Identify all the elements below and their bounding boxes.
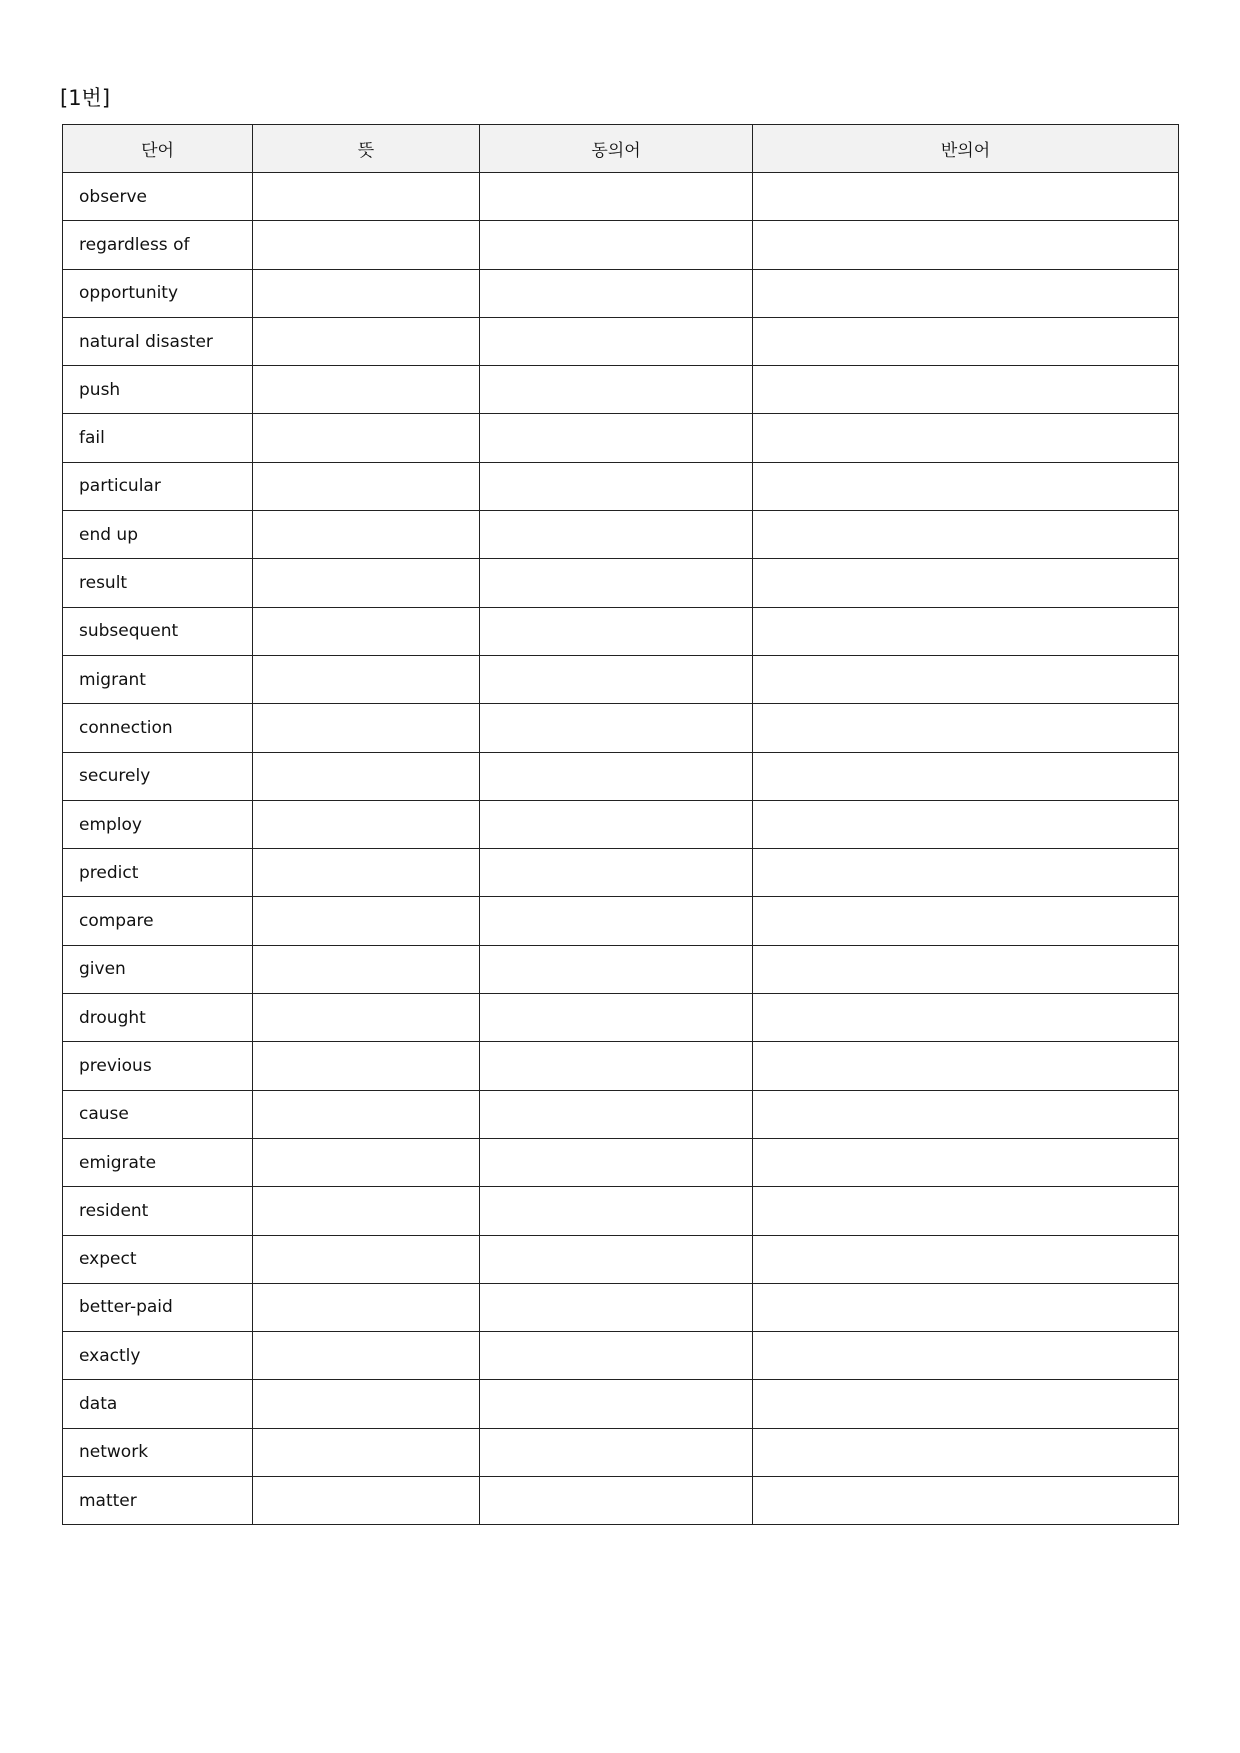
table-row — [63, 1187, 1179, 1235]
word-cell: drought — [63, 994, 253, 1042]
meaning-cell[interactable] — [253, 511, 480, 559]
table-row — [63, 800, 1179, 848]
word-cell: previous — [63, 1042, 253, 1090]
antonym-cell[interactable] — [753, 1042, 1179, 1090]
antonym-cell[interactable] — [753, 1187, 1179, 1235]
table-row — [63, 1332, 1179, 1380]
meaning-cell[interactable] — [253, 994, 480, 1042]
table-row — [63, 897, 1179, 945]
synonym-cell[interactable] — [480, 1332, 753, 1380]
word-cell: opportunity — [63, 269, 253, 317]
synonym-cell[interactable] — [480, 752, 753, 800]
synonym-cell[interactable] — [480, 559, 753, 607]
antonym-cell[interactable] — [753, 897, 1179, 945]
synonym-cell[interactable] — [480, 1235, 753, 1283]
antonym-cell[interactable] — [753, 752, 1179, 800]
synonym-cell[interactable] — [480, 1042, 753, 1090]
word-cell: natural disaster — [63, 317, 253, 365]
antonym-cell[interactable] — [753, 1090, 1179, 1138]
table-row — [63, 173, 1179, 221]
meaning-cell[interactable] — [253, 1235, 480, 1283]
antonym-cell[interactable] — [753, 269, 1179, 317]
word-cell: network — [63, 1428, 253, 1476]
synonym-cell[interactable] — [480, 607, 753, 655]
meaning-cell[interactable] — [253, 559, 480, 607]
meaning-cell[interactable] — [253, 1283, 480, 1331]
word-cell: subsequent — [63, 607, 253, 655]
antonym-cell[interactable] — [753, 173, 1179, 221]
table-row — [63, 414, 1179, 462]
word-cell: employ — [63, 800, 253, 848]
antonym-cell[interactable] — [753, 655, 1179, 703]
antonym-cell[interactable] — [753, 945, 1179, 993]
antonym-cell[interactable] — [753, 1235, 1179, 1283]
table-row — [63, 704, 1179, 752]
header-meaning: 뜻 — [253, 125, 480, 173]
word-cell: observe — [63, 173, 253, 221]
word-cell: better-paid — [63, 1283, 253, 1331]
meaning-cell[interactable] — [253, 269, 480, 317]
antonym-cell[interactable] — [753, 800, 1179, 848]
antonym-cell[interactable] — [753, 1380, 1179, 1428]
table-row — [63, 607, 1179, 655]
synonym-cell[interactable] — [480, 1428, 753, 1476]
table-row — [63, 1090, 1179, 1138]
meaning-cell[interactable] — [253, 221, 480, 269]
meaning-cell[interactable] — [253, 317, 480, 365]
synonym-cell[interactable] — [480, 945, 753, 993]
synonym-cell[interactable] — [480, 1187, 753, 1235]
header-word: 단어 — [63, 125, 253, 173]
synonym-cell[interactable] — [480, 1283, 753, 1331]
antonym-cell[interactable] — [753, 1138, 1179, 1186]
table-row — [63, 1428, 1179, 1476]
synonym-cell[interactable] — [480, 366, 753, 414]
synonym-cell[interactable] — [480, 317, 753, 365]
meaning-cell[interactable] — [253, 655, 480, 703]
table-row — [63, 462, 1179, 510]
antonym-cell[interactable] — [753, 317, 1179, 365]
meaning-cell[interactable] — [253, 173, 480, 221]
synonym-cell[interactable] — [480, 1380, 753, 1428]
table-row — [63, 1477, 1179, 1525]
meaning-cell[interactable] — [253, 1138, 480, 1186]
meaning-cell[interactable] — [253, 704, 480, 752]
synonym-cell[interactable] — [480, 655, 753, 703]
table-row — [63, 945, 1179, 993]
synonym-cell[interactable] — [480, 414, 753, 462]
antonym-cell[interactable] — [753, 994, 1179, 1042]
table-header-row — [63, 125, 1179, 173]
antonym-cell[interactable] — [753, 559, 1179, 607]
word-cell: exactly — [63, 1332, 253, 1380]
word-cell: connection — [63, 704, 253, 752]
synonym-cell[interactable] — [480, 511, 753, 559]
word-cell: regardless of — [63, 221, 253, 269]
header-synonym: 동의어 — [480, 125, 753, 173]
meaning-cell[interactable] — [253, 800, 480, 848]
word-cell: given — [63, 945, 253, 993]
word-cell: push — [63, 366, 253, 414]
synonym-cell[interactable] — [480, 849, 753, 897]
table-row — [63, 994, 1179, 1042]
antonym-cell[interactable] — [753, 221, 1179, 269]
word-cell: data — [63, 1380, 253, 1428]
synonym-cell[interactable] — [480, 897, 753, 945]
word-cell: compare — [63, 897, 253, 945]
meaning-cell[interactable] — [253, 752, 480, 800]
synonym-cell[interactable] — [480, 704, 753, 752]
meaning-cell[interactable] — [253, 607, 480, 655]
meaning-cell[interactable] — [253, 1042, 480, 1090]
meaning-cell[interactable] — [253, 1090, 480, 1138]
table-row — [63, 752, 1179, 800]
word-cell: particular — [63, 462, 253, 510]
table-row — [63, 1235, 1179, 1283]
word-cell: cause — [63, 1090, 253, 1138]
word-cell: securely — [63, 752, 253, 800]
table-row — [63, 655, 1179, 703]
synonym-cell[interactable] — [480, 1090, 753, 1138]
table-row — [63, 1042, 1179, 1090]
antonym-cell[interactable] — [753, 414, 1179, 462]
word-cell: resident — [63, 1187, 253, 1235]
antonym-cell[interactable] — [753, 366, 1179, 414]
table-body — [63, 173, 1179, 1525]
word-cell: predict — [63, 849, 253, 897]
word-cell: emigrate — [63, 1138, 253, 1186]
table-row — [63, 1380, 1179, 1428]
table-row — [63, 366, 1179, 414]
synonym-cell[interactable] — [480, 462, 753, 510]
meaning-cell[interactable] — [253, 1380, 480, 1428]
antonym-cell[interactable] — [753, 1428, 1179, 1476]
antonym-cell[interactable] — [753, 1477, 1179, 1525]
meaning-cell[interactable] — [253, 1428, 480, 1476]
synonym-cell[interactable] — [480, 800, 753, 848]
antonym-cell[interactable] — [753, 1283, 1179, 1331]
table-row — [63, 559, 1179, 607]
antonym-cell[interactable] — [753, 704, 1179, 752]
synonym-cell[interactable] — [480, 221, 753, 269]
meaning-cell[interactable] — [253, 1332, 480, 1380]
word-cell: result — [63, 559, 253, 607]
word-cell: migrant — [63, 655, 253, 703]
meaning-cell[interactable] — [253, 849, 480, 897]
vocabulary-table — [62, 124, 1179, 1525]
word-cell: expect — [63, 1235, 253, 1283]
table-row — [63, 1138, 1179, 1186]
word-cell: end up — [63, 511, 253, 559]
meaning-cell[interactable] — [253, 897, 480, 945]
meaning-cell[interactable] — [253, 1477, 480, 1525]
word-cell: fail — [63, 414, 253, 462]
meaning-cell[interactable] — [253, 1187, 480, 1235]
table-row — [63, 511, 1179, 559]
table-row — [63, 317, 1179, 365]
antonym-cell[interactable] — [753, 462, 1179, 510]
meaning-cell[interactable] — [253, 366, 480, 414]
meaning-cell[interactable] — [253, 462, 480, 510]
antonym-cell[interactable] — [753, 511, 1179, 559]
table-row — [63, 1283, 1179, 1331]
synonym-cell[interactable] — [480, 173, 753, 221]
meaning-cell[interactable] — [253, 945, 480, 993]
antonym-cell[interactable] — [753, 607, 1179, 655]
synonym-cell[interactable] — [480, 1477, 753, 1525]
meaning-cell[interactable] — [253, 414, 480, 462]
page-title: [1번] — [60, 86, 111, 110]
table-row — [63, 269, 1179, 317]
synonym-cell[interactable] — [480, 994, 753, 1042]
word-cell: matter — [63, 1477, 253, 1525]
table-row — [63, 221, 1179, 269]
antonym-cell[interactable] — [753, 1332, 1179, 1380]
antonym-cell[interactable] — [753, 849, 1179, 897]
synonym-cell[interactable] — [480, 269, 753, 317]
table-row — [63, 849, 1179, 897]
synonym-cell[interactable] — [480, 1138, 753, 1186]
header-antonym: 반의어 — [753, 125, 1179, 173]
